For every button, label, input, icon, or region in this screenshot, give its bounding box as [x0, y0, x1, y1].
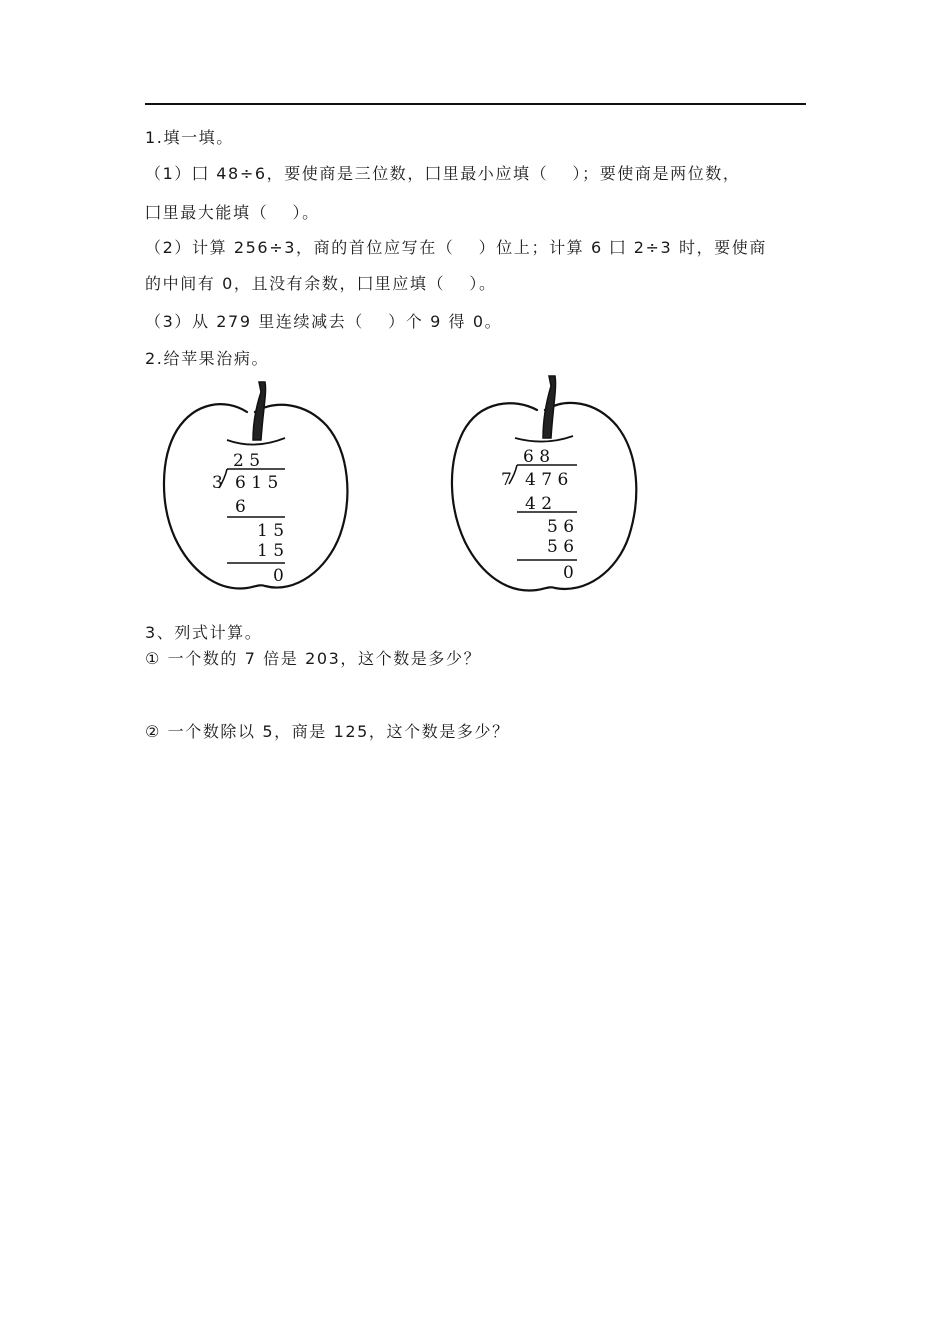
section3-item1: ① 一个数的 7 倍是 203，这个数是多少？	[145, 649, 482, 668]
apple-2-quotient: 6 8	[523, 447, 551, 467]
apple-2-remainder: 0	[563, 563, 574, 583]
apple-2-step3: 5 6	[547, 537, 575, 557]
apple-1-dividend: 6 1 5	[235, 473, 279, 493]
question1-line2: 囗里最大能填（ ）。	[145, 203, 320, 222]
apple-1-step2: 1 5	[257, 521, 285, 541]
apple-1	[155, 370, 355, 600]
section3-title: 3、列式计算。	[145, 623, 263, 642]
apple-1-divisor: 3	[212, 473, 223, 493]
apple-1-drawing	[155, 370, 355, 600]
apple-2	[445, 370, 645, 600]
apple-2-dividend: 4 7 6	[525, 470, 569, 490]
apple-2-drawing	[445, 370, 645, 600]
apple-1-step1: 6	[235, 497, 246, 517]
apple-1-quotient: 2 5	[233, 451, 261, 471]
header-rule	[145, 103, 806, 105]
apple-2-step1: 4 2	[525, 494, 553, 514]
section3-item2: ② 一个数除以 5，商是 125，这个数是多少？	[145, 722, 510, 741]
apple-1-step3: 1 5	[257, 541, 285, 561]
apple-2-step2: 5 6	[547, 517, 575, 537]
section2-title: 2.给苹果治病。	[145, 349, 270, 368]
section1-title: 1.填一填。	[145, 128, 234, 147]
apple-1-remainder: 0	[273, 566, 284, 586]
question2-line2: 的中间有 0，且没有余数，囗里应填（ ）。	[145, 274, 497, 293]
question3: （3）从 279 里连续减去（ ）个 9 得 0。	[145, 312, 503, 331]
question2-line1: （2）计算 256÷3，商的首位应写在（ ）位上；计算 6 囗 2÷3 时，要使商	[145, 238, 767, 257]
apple-2-divisor: 7	[501, 470, 512, 490]
question1-line1: （1）囗 48÷6，要使商是三位数，囗里最小应填（ ）；要使商是两位数，	[145, 164, 741, 183]
